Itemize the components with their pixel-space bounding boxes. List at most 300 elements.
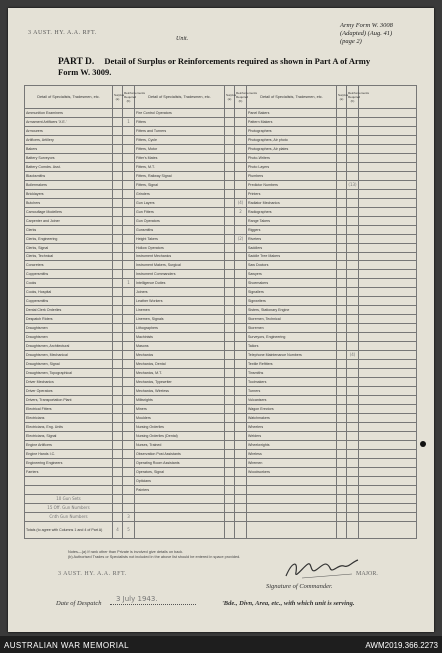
surplus-cell-1 (113, 324, 123, 333)
reinf-cell-2 (235, 440, 247, 449)
reinf-cell-3 (347, 234, 359, 243)
spec-cell-2: Mechanics (135, 351, 225, 360)
spec-cell-1 (25, 485, 113, 494)
spec-cell-1: Engine Hands I.C. (25, 449, 113, 458)
reinf-cell-2 (235, 485, 247, 494)
reinf-cell-3 (347, 243, 359, 252)
col-header-reinf: Reinforcements Required (b) (123, 86, 135, 109)
table-row (25, 162, 417, 171)
col-header-surplus: Surplus (a) (113, 86, 123, 109)
reinf-cell-2 (235, 135, 247, 144)
reinf-cell-1 (123, 422, 135, 431)
reinf-cell-2 (235, 261, 247, 270)
surplus-cell-3 (337, 378, 347, 387)
table-row (25, 369, 417, 378)
table-row (25, 180, 417, 189)
spec-cell-2: Gun Fitters (135, 207, 225, 216)
signature-rank: MAJOR. (356, 571, 378, 577)
dispatch-underline (110, 604, 196, 605)
spec-cell-1: Electricians, Signal (25, 431, 113, 440)
table-row (25, 189, 417, 198)
spec-cell-3: Vulcanisers (247, 396, 337, 405)
blank-cell (359, 476, 417, 485)
spec-cell-3: Toolmakers (247, 378, 337, 387)
blank-cell (337, 503, 347, 512)
surplus-cell-2 (225, 135, 235, 144)
reinf-cell-2 (235, 180, 247, 189)
blank-cell (359, 522, 417, 539)
handwritten-reinf: 3 (123, 512, 135, 521)
spec-cell-1: Dental Clerk Orderlies (25, 306, 113, 315)
reinf-cell-2 (235, 279, 247, 288)
table-row (25, 413, 417, 422)
reinf-cell-1 (123, 225, 135, 234)
spec-cell-2: Intelligence Duties (135, 279, 225, 288)
spec-cell-1: Armourers (25, 126, 113, 135)
spec-cell-3: Telephone Maintenance Numbers (247, 351, 337, 360)
surplus-cell-1 (113, 369, 123, 378)
surplus-cell-1 (113, 126, 123, 135)
spec-cell-1: Artificers, Artillery (25, 135, 113, 144)
surplus-cell-1 (113, 109, 123, 118)
spec-cell-2: Fitters, M.T. (135, 162, 225, 171)
spec-cell-3: Wagon Erectors (247, 404, 337, 413)
surplus-cell-2 (225, 458, 235, 467)
reinf-cell-3 (347, 207, 359, 216)
surplus-cell-1 (113, 431, 123, 440)
spec-cell-1: Draughtsmen, Signal (25, 360, 113, 369)
blank-cell (135, 503, 225, 512)
spec-cell-3: Turners (247, 387, 337, 396)
blank-cell (359, 458, 417, 467)
reinf-cell-1 (123, 162, 135, 171)
reinf-cell-3 (347, 270, 359, 279)
blank-cell (359, 234, 417, 243)
spec-cell-1: Draughtsmen, Architectural (25, 342, 113, 351)
spec-cell-2: Painters (135, 485, 225, 494)
spec-cell-3: Radiographers (247, 207, 337, 216)
spec-cell-2: Operating Room Assistants (135, 458, 225, 467)
spec-cell-2: Grinders (135, 189, 225, 198)
reinf-cell-2 (235, 351, 247, 360)
title-text: Detail of Surplus or Reinforcements required as shown in Part A of Army Form W. 3009. (58, 56, 371, 77)
blank-cell (247, 494, 337, 503)
spec-cell-3: Photographers, Air photo (247, 135, 337, 144)
table-row (25, 297, 417, 306)
spec-cell-1: Draughtsmen, Topographical (25, 369, 113, 378)
surplus-cell-1 (113, 279, 123, 288)
spec-cell-2: Nursing Orderlies (135, 422, 225, 431)
reinf-cell-1 (123, 324, 135, 333)
reinf-cell-2 (235, 431, 247, 440)
reinf-cell-2 (235, 117, 247, 126)
spec-cell-1: Clerks, Signal (25, 243, 113, 252)
surplus-cell-3 (337, 252, 347, 261)
surplus-cell-3 (337, 342, 347, 351)
blank-cell (135, 494, 225, 503)
surplus-cell-3 (337, 315, 347, 324)
footer-accession: AWM2019.366.2273 (365, 641, 438, 650)
reinf-cell-1 (123, 333, 135, 342)
blank-cell (359, 279, 417, 288)
spec-cell-3: Tinsmiths (247, 369, 337, 378)
blank-cell (225, 522, 235, 539)
surplus-cell-2 (225, 342, 235, 351)
blank-cell (359, 404, 417, 413)
spec-cell-3: Tailors (247, 342, 337, 351)
surplus-cell-2 (225, 126, 235, 135)
surplus-cell-2 (225, 207, 235, 216)
reinf-cell-3 (347, 216, 359, 225)
spec-cell-1: Engineering Engineers (25, 458, 113, 467)
reinf-cell-1: 1 (123, 279, 135, 288)
table-row (25, 234, 417, 243)
reinf-cell-2 (235, 333, 247, 342)
table-row (25, 315, 417, 324)
surplus-cell-2 (225, 153, 235, 162)
reinf-cell-1 (123, 404, 135, 413)
spec-cell-1 (25, 476, 113, 485)
reinf-cell-3 (347, 117, 359, 126)
blank-cell (337, 494, 347, 503)
col-header-reinf: Reinforcements Required (b) (347, 86, 359, 109)
surplus-cell-1 (113, 333, 123, 342)
blank-cell (347, 494, 359, 503)
totals-label: Totals (to agree with Columns 1 and 4 of Part A) (25, 522, 113, 539)
spec-cell-3: Plumbers (247, 171, 337, 180)
reinf-cell-1 (123, 261, 135, 270)
spec-cell-2: Fitter's Mates (135, 153, 225, 162)
surplus-cell-2 (225, 261, 235, 270)
reinf-cell-3 (347, 378, 359, 387)
table-row (25, 288, 417, 297)
table-row-handwritten (25, 503, 417, 512)
col-header-reinf: Reinforcements Required (b) (235, 86, 247, 109)
reinf-cell-1 (123, 306, 135, 315)
spec-cell-2: Gun Operators (135, 216, 225, 225)
surplus-cell-2 (225, 351, 235, 360)
spec-cell-2: Fitters, Cycle (135, 135, 225, 144)
reinf-cell-3 (347, 198, 359, 207)
surplus-cell-3 (337, 117, 347, 126)
reinf-cell-2 (235, 404, 247, 413)
surplus-cell-2 (225, 333, 235, 342)
table-row (25, 225, 417, 234)
blank-cell (347, 503, 359, 512)
table-row (25, 485, 417, 494)
reinf-cell-3 (347, 467, 359, 476)
surplus-cell-2 (225, 297, 235, 306)
spec-cell-3: Sawyers (247, 270, 337, 279)
table-row (25, 109, 417, 118)
blank-cell (247, 503, 337, 512)
surplus-cell-1 (113, 485, 123, 494)
surplus-cell-2 (225, 315, 235, 324)
unit-label: Unit. (176, 36, 189, 42)
reinf-cell-1 (123, 351, 135, 360)
spec-cell-2: Fitters and Turners (135, 126, 225, 135)
reinf-cell-1 (123, 216, 135, 225)
reinf-cell-2 (235, 243, 247, 252)
reinf-cell-1 (123, 189, 135, 198)
reinf-cell-2 (235, 387, 247, 396)
table-row (25, 431, 417, 440)
reinf-cell-3 (347, 422, 359, 431)
surplus-cell-3 (337, 270, 347, 279)
surplus-cell-3 (337, 396, 347, 405)
punch-hole (420, 441, 426, 447)
reinf-cell-3 (347, 360, 359, 369)
blank-cell (359, 171, 417, 180)
surplus-cell-3 (337, 387, 347, 396)
blank-cell (359, 207, 417, 216)
blank-cell (337, 512, 347, 521)
reinf-cell-1 (123, 485, 135, 494)
spec-cell-2: Fitters, Motor (135, 144, 225, 153)
reinf-cell-2 (235, 342, 247, 351)
reinf-cell-3 (347, 449, 359, 458)
spec-cell-3: Sisters, Stationary Engine (247, 306, 337, 315)
spec-cell-2: Mechanics, M.T. (135, 369, 225, 378)
reinf-cell-2: 2 (235, 207, 247, 216)
surplus-cell-1 (113, 476, 123, 485)
surplus-cell-1 (113, 342, 123, 351)
blank-cell (359, 252, 417, 261)
reinf-cell-1 (123, 126, 135, 135)
surplus-cell-1 (113, 252, 123, 261)
blank-cell (359, 485, 417, 494)
blank-cell (337, 522, 347, 539)
spec-cell-2: Mechanics, Dental (135, 360, 225, 369)
table-row-handwritten (25, 512, 417, 521)
spec-cell-3: Predictor Numbers (247, 180, 337, 189)
surplus-cell-3 (337, 369, 347, 378)
surplus-cell-1 (113, 360, 123, 369)
reinf-cell-1 (123, 387, 135, 396)
reinf-cell-1 (123, 378, 135, 387)
reinf-cell-1 (123, 153, 135, 162)
handwritten-reinf (123, 503, 135, 512)
blank-cell (359, 126, 417, 135)
blank-cell (359, 431, 417, 440)
blank-cell (235, 522, 247, 539)
surplus-cell-3 (337, 207, 347, 216)
surplus-cell-2 (225, 162, 235, 171)
spec-cell-3 (247, 485, 337, 494)
table-row (25, 467, 417, 476)
spec-cell-2: Gunsmiths (135, 225, 225, 234)
surplus-cell-2 (225, 476, 235, 485)
blank-cell (359, 503, 417, 512)
reinf-cell-3 (347, 440, 359, 449)
blank-cell (235, 512, 247, 521)
blank-cell (359, 180, 417, 189)
surplus-cell-3 (337, 243, 347, 252)
spec-cell-2: Mechanics, Typewriter (135, 378, 225, 387)
form-notes (68, 550, 240, 560)
bde-label: 'Bde., Divn, Area, etc., with which unit is serving. (222, 600, 355, 607)
surplus-cell-1 (113, 422, 123, 431)
table-row (25, 153, 417, 162)
spec-cell-2: Moulders (135, 413, 225, 422)
spec-cell-3: Radiator Mechanics (247, 198, 337, 207)
surplus-cell-2 (225, 387, 235, 396)
surplus-cell-3 (337, 171, 347, 180)
spec-cell-3: Photo-Writers (247, 153, 337, 162)
reinf-cell-2 (235, 378, 247, 387)
table-row (25, 440, 417, 449)
surplus-cell-1 (113, 144, 123, 153)
spec-cell-2: Fitters, Signal (135, 180, 225, 189)
spec-cell-1: Butchers (25, 198, 113, 207)
reinf-cell-2 (235, 297, 247, 306)
spec-cell-2: Opticians (135, 476, 225, 485)
surplus-cell-3 (337, 324, 347, 333)
spec-cell-1: Bakers (25, 144, 113, 153)
handwritten-reinf (123, 494, 135, 503)
reinf-cell-1 (123, 458, 135, 467)
surplus-cell-1 (113, 198, 123, 207)
handwritten-spec: Cnth Gun Numbers (25, 512, 113, 521)
reinf-cell-3 (347, 144, 359, 153)
surplus-cell-2 (225, 449, 235, 458)
surplus-cell-1 (113, 378, 123, 387)
spec-cell-1: Draughtsmen (25, 324, 113, 333)
col-header-spec: Detail of Specialists, Tradesmen, etc. (247, 86, 337, 109)
reinf-cell-3 (347, 162, 359, 171)
surplus-cell-3 (337, 109, 347, 118)
surplus-cell-1 (113, 297, 123, 306)
surplus-cell-1 (113, 162, 123, 171)
surplus-cell-2 (225, 378, 235, 387)
reinf-cell-3 (347, 333, 359, 342)
spec-cell-1: Driver Operators (25, 387, 113, 396)
surplus-cell-1 (113, 216, 123, 225)
dispatch-label: Date of Despatch (56, 600, 102, 607)
reinf-cell-2 (235, 306, 247, 315)
blank-cell (359, 440, 417, 449)
surplus-cell-1 (113, 306, 123, 315)
reinf-cell-2 (235, 216, 247, 225)
reinf-cell-3 (347, 476, 359, 485)
spec-cell-2: Mechanics, Wireless (135, 387, 225, 396)
surplus-cell-2 (225, 413, 235, 422)
spec-cell-1: Clerks, Engineering (25, 234, 113, 243)
table-row (25, 324, 417, 333)
surplus-cell-3 (337, 333, 347, 342)
reinf-cell-1 (123, 135, 135, 144)
reinf-cell-1 (123, 243, 135, 252)
reinf-cell-3 (347, 153, 359, 162)
spec-cell-1: Blacksmiths (25, 171, 113, 180)
surplus-cell-3 (337, 449, 347, 458)
col-header-surplus: Surplus (a) (337, 86, 347, 109)
reinf-cell-2: (4) (235, 198, 247, 207)
blank-cell (225, 503, 235, 512)
reinf-cell-1 (123, 297, 135, 306)
spec-cell-2: Fitters, Railway Signal (135, 171, 225, 180)
reinf-cell-2 (235, 225, 247, 234)
table-row (25, 351, 417, 360)
surplus-cell-1 (113, 404, 123, 413)
surplus-cell-2 (225, 440, 235, 449)
spec-cell-1: Coppersmiths (25, 270, 113, 279)
reinf-cell-2 (235, 162, 247, 171)
table-row (25, 404, 417, 413)
reinf-cell-2 (235, 109, 247, 118)
blank-cell (235, 494, 247, 503)
surplus-cell-3 (337, 422, 347, 431)
surplus-cell-1 (113, 413, 123, 422)
reinf-cell-3 (347, 342, 359, 351)
table-body (25, 109, 417, 539)
reinf-cell-1 (123, 207, 135, 216)
surplus-cell-2 (225, 306, 235, 315)
reinf-cell-1 (123, 144, 135, 153)
table-row (25, 342, 417, 351)
reinf-cell-1 (123, 396, 135, 405)
surplus-cell-3 (337, 198, 347, 207)
totals-surplus: 4 (113, 522, 123, 539)
spec-cell-1: Boilermakers (25, 180, 113, 189)
table-row (25, 135, 417, 144)
spec-cell-1: Draughtsmen, Mechanical (25, 351, 113, 360)
reinf-cell-2 (235, 315, 247, 324)
spec-cell-1: Carpenter and Joiner (25, 216, 113, 225)
surplus-cell-1 (113, 315, 123, 324)
reinf-cell-2 (235, 413, 247, 422)
surplus-cell-2 (225, 117, 235, 126)
reinf-cell-2 (235, 422, 247, 431)
blank-cell (359, 422, 417, 431)
spec-cell-1: Battery Comdrs. Asst. (25, 162, 113, 171)
col-header-spec: Detail of Specialists, Tradesmen, etc. (135, 86, 225, 109)
blank-cell (135, 512, 225, 521)
reinf-cell-2 (235, 153, 247, 162)
spec-cell-2: Height Takers (135, 234, 225, 243)
table-row (25, 216, 417, 225)
table-row (25, 422, 417, 431)
spec-cell-3: Signwriters (247, 297, 337, 306)
blank-cell (225, 494, 235, 503)
signature-unit-handwritten: 3 AUST. HY. A.A. RFT. (58, 571, 127, 577)
spec-cell-3: Storemen (247, 324, 337, 333)
table-row (25, 144, 417, 153)
reinf-cell-3: (13) (347, 180, 359, 189)
table-row (25, 279, 417, 288)
spec-cell-3 (247, 476, 337, 485)
spec-cell-2: Machinists (135, 333, 225, 342)
table-row (25, 171, 417, 180)
spec-cell-1: Engine Artificers (25, 440, 113, 449)
spec-cell-2: Linemen (135, 306, 225, 315)
form-title (58, 56, 388, 77)
surplus-cell-2 (225, 360, 235, 369)
reinf-cell-2 (235, 360, 247, 369)
reinf-cell-3 (347, 369, 359, 378)
reinf-cell-1 (123, 413, 135, 422)
blank-cell (135, 522, 225, 539)
reinf-cell-2 (235, 467, 247, 476)
spec-cell-1: Clerks (25, 225, 113, 234)
table-row (25, 476, 417, 485)
table-row (25, 207, 417, 216)
reinf-cell-2 (235, 396, 247, 405)
surplus-cell-2 (225, 324, 235, 333)
surplus-cell-2 (225, 225, 235, 234)
surplus-cell-3 (337, 440, 347, 449)
surplus-cell-2 (225, 198, 235, 207)
